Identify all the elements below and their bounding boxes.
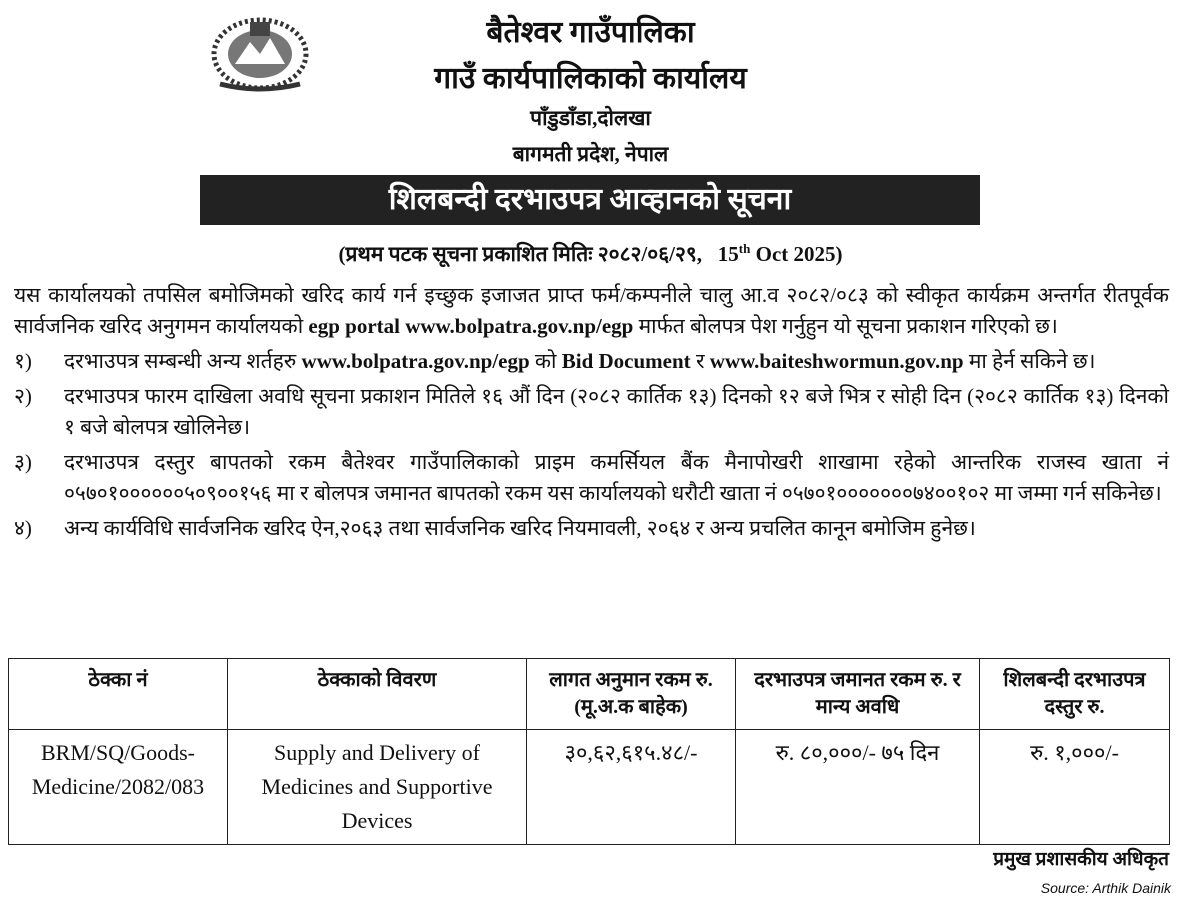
- bid-security: रु. ८०,०००/- ७५ दिन: [736, 730, 980, 845]
- item-text: दरभाउपत्र दस्तुर बापतको रकम बैतेश्वर गाउँपालिकाको प्राइम कमर्सियल बैंक मैनापोखरी शाखामा रहेको आन्तरिक राजस्व खाता नं ०५७०१००००००५०९००१५६ मा र बोलपत्र जमानत बापतको रकम यस कार्यालयको धरौटी खाता नं ०५७०१०००००००७४००१०२ मा जम्मा गर्न सकिनेछ।: [64, 450, 1169, 505]
- intro-paragraph: [14, 280, 1169, 342]
- intro-text-end: मार्फत बोलपत्र पेश गर्नुहुन यो सूचना प्रकाशन गरिएको छ।: [638, 314, 1058, 338]
- publication-date: [0, 240, 1181, 268]
- bolpatra-link[interactable]: www.bolpatra.gov.np/egp: [301, 349, 530, 373]
- municipality-website-link[interactable]: www.baiteshwormun.gov.np: [709, 349, 964, 373]
- item-number: २): [14, 384, 32, 408]
- intro-text: यस कार्यालयको तपसिल बमोजिमको खरिद कार्य गर्न इच्छुक इजाजत प्राप्त फर्म/कम्पनीले चालु आ.व २०८२/०८३ को स्वीकृत कार्यक्रम अन्तर्गत रीतपूर्वक सार्वजनिक खरिद अनुगमन कार्यालयको: [14, 283, 1169, 338]
- table-row: [9, 730, 1170, 845]
- address-line-2: बागमती प्रदेश, नेपाल: [512, 142, 669, 166]
- date-rest: Oct 2025): [755, 242, 843, 266]
- estimated-cost: ३०,६२,६१५.४८/-: [527, 730, 736, 845]
- date-sup: th: [738, 241, 751, 256]
- source-credit: Source: Arthik Dainik: [1040, 880, 1171, 896]
- municipality-name: बैतेश्वर गाउँपालिका: [486, 16, 695, 49]
- header-description: ठेक्काको विवरण: [228, 659, 527, 730]
- item-text: मा हेर्न सकिने छ।: [968, 349, 1096, 373]
- item-text: को: [534, 349, 557, 373]
- item-text: दरभाउपत्र फारम दाखिला अवधि सूचना प्रकाशन मितिले १६ औं दिन (२०८२ कार्तिक १३) दिनको १२ बजे भित्र र सोही दिन (२०८२ कार्तिक १३) दिनको १ बजे बोलपत्र खोलिनेछ।: [64, 384, 1169, 439]
- contract-table: [8, 658, 1170, 845]
- egp-portal-link[interactable]: egp portal www.bolpatra.gov.np/egp: [308, 314, 634, 338]
- contract-no: BRM/SQ/Goods-Medicine/2082/083: [9, 730, 228, 845]
- header-contract-no: ठेक्का नं: [9, 659, 228, 730]
- address-line-1: पाँडुडाँडा,दोलखा: [530, 106, 651, 130]
- notice-body: [14, 280, 1169, 544]
- item-text: र: [695, 349, 705, 373]
- header-bid-security: दरभाउपत्र जमानत रकम रु. र मान्य अवधि: [736, 659, 980, 730]
- list-item: [14, 381, 1169, 443]
- list-item: [14, 513, 1169, 544]
- item-number: १): [14, 349, 32, 373]
- bid-fee: रु. १,०००/-: [980, 730, 1170, 845]
- table-header-row: [9, 659, 1170, 730]
- header-bid-fee: शिलबन्दी दरभाउपत्र दस्तुर रु.: [980, 659, 1170, 730]
- list-item: [14, 447, 1169, 509]
- item-number: ४): [14, 516, 32, 540]
- notice-title: शिलबन्दी दरभाउपत्र आव्हानको सूचना: [200, 175, 980, 225]
- item-text: अन्य कार्यविधि सार्वजनिक खरिद ऐन,२०६३ तथा सार्वजनिक खरिद नियमावली, २०६४ र अन्य प्रचलित कानून बमोजिम हुनेछ।: [64, 516, 976, 540]
- description: Supply and Delivery of Medicines and Supportive Devices: [228, 730, 527, 845]
- date-prefix: (प्रथम पटक सूचना प्रकाशित मितिः २०८२/०६/२९,: [338, 242, 703, 266]
- signatory: प्रमुख प्रशासकीय अधिकृत: [993, 849, 1169, 870]
- list-item: [14, 346, 1169, 377]
- item-text: दरभाउपत्र सम्बन्धी अन्य शर्तहरु: [64, 349, 297, 373]
- item-number: ३): [14, 450, 32, 474]
- bid-document-text: Bid Document: [561, 349, 691, 373]
- office-name: गाउँ कार्यपालिकाको कार्यालय: [434, 62, 747, 95]
- date-day: 15: [717, 242, 739, 266]
- header-estimated-cost: लागत अनुमान रकम रु. (मू.अ.क बाहेक): [527, 659, 736, 730]
